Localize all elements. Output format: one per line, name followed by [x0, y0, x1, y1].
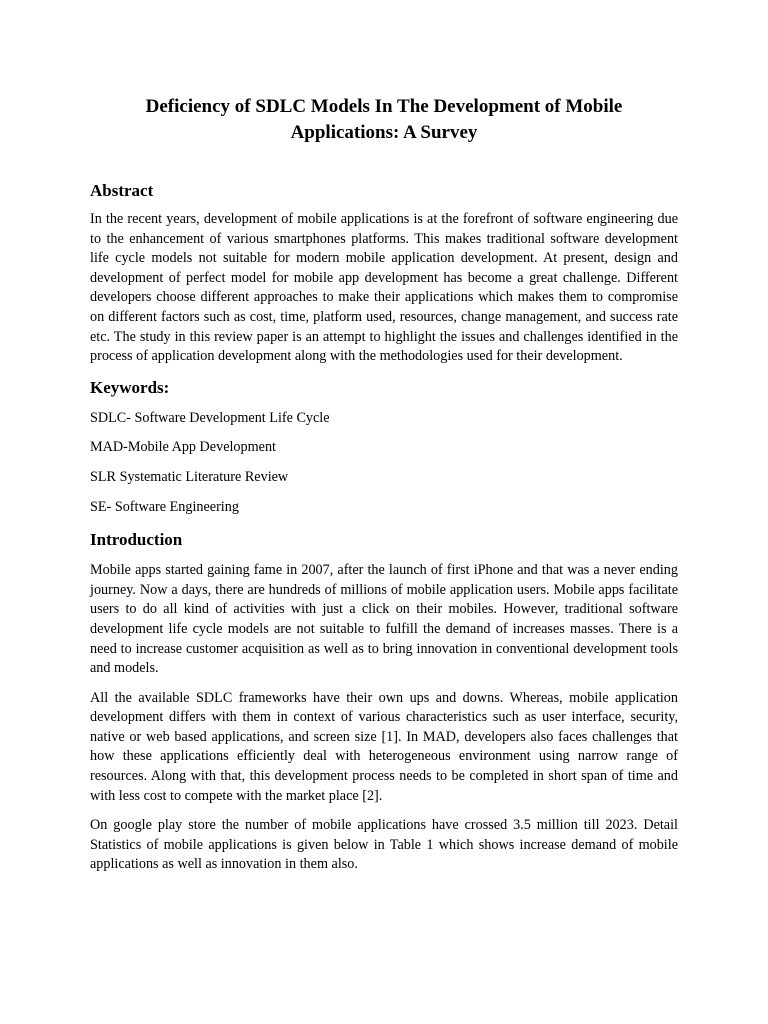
introduction-section — [90, 529, 678, 875]
keyword-item: SE- Software Engineering — [90, 498, 239, 515]
abstract-heading: Abstract — [90, 181, 154, 200]
paper-title — [90, 94, 678, 146]
keywords-section — [90, 377, 678, 517]
keyword-item: SLR Systematic Literature Review — [90, 468, 289, 485]
keywords-list — [90, 409, 678, 517]
keywords-heading: Keywords: — [90, 377, 170, 397]
abstract-section — [90, 180, 678, 367]
introduction-paragraph: On google play store the number of mobile applications have crossed 3.5 million till 2023. Detail Statistics of mobile applications is given below in Table 1 which shows increase demand of mobile applications as well as innovation in them also. — [90, 817, 678, 873]
abstract-text: In the recent years, development of mobile applications is at the forefront of software engineering due to the enhancement of various smartphones platforms. This makes traditional software development life cycle models not suitable for modern mobile application development. At present, design and development of perfect model for mobile app development has become a great challenge. Different developers choose different approaches to make their applications which makes them to compromise on different factors such as cost, time, platform used, resources, change management, and success rate etc. The study in this review paper is an attempt to highlight the issues and challenges identified in the process of application development along with the methodologies used for their development. — [90, 211, 678, 365]
paper-title-line-1: Deficiency of SDLC Models In The Development of Mobile — [145, 96, 623, 117]
introduction-paragraph: All the available SDLC frameworks have their own ups and downs. Whereas, mobile application development differs with them in context of various characteristics such as user interface, security, native or web based applications, and screen size [1]. In MAD, developers also faces challenges that how these applications efficiently deal with heterogeneous environment using narrow range of resources. Along with that, this development process needs to be completed in short span of time and with less cost to compete with the market place [2]. — [90, 689, 678, 804]
paper-title-line-2: Applications: A Survey — [290, 122, 478, 143]
keyword-item: MAD-Mobile App Development — [90, 439, 276, 456]
introduction-heading: Introduction — [90, 530, 183, 550]
keyword-item: SDLC- Software Development Life Cycle — [90, 409, 330, 426]
introduction-paragraph: Mobile apps started gaining fame in 2007, after the launch of first iPhone and that was a never ending journey. Now a days, there are hundreds of millions of mobile application users. Mobile apps facilitate users to do all kind of activities with just a click on their mobiles. However, traditional software development life cycle models are not suitable to fulfill the demand of increases masses. There is a need to increase customer acquisition as well as to bring innovation in conventional development tools and models. — [90, 562, 678, 677]
